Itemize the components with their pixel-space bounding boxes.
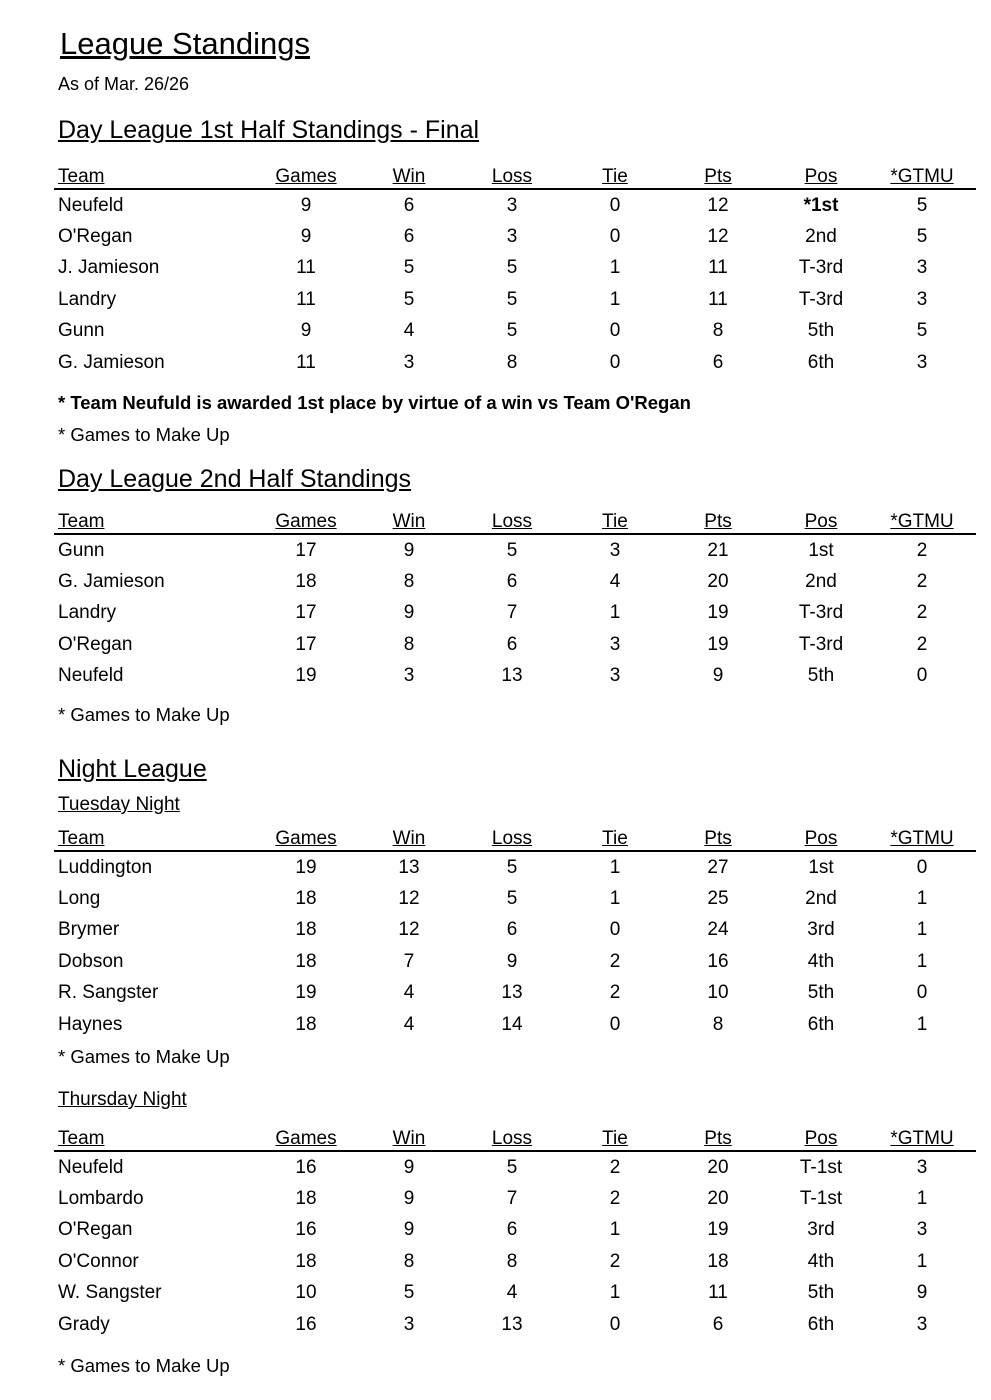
thursday-heading: Thursday Night [58,1089,187,1110]
cell-games: 9 [300,320,312,342]
cell-win: 7 [403,950,415,972]
cell-tie: 1 [609,1282,621,1304]
cell-team: Neufeld [58,194,124,216]
cell-gtmu: 1 [916,1188,928,1210]
cell-gtmu: 2 [916,633,928,655]
cell-team: Neufeld [58,665,124,687]
cell-gtmu: 3 [916,1156,928,1178]
column-header-pos: Pos [774,507,868,534]
column-header-pos: Pos [774,824,868,851]
cell-games: 18 [295,1013,317,1035]
table-row [54,253,976,284]
day1-standings-table [54,162,976,378]
cell-tie: 0 [609,194,621,216]
column-header-win: Win [362,1124,456,1151]
cell-tie: 0 [609,226,621,248]
cell-team: O'Regan [58,226,133,248]
column-header-games: Games [250,824,362,851]
cell-loss: 6 [506,571,518,593]
cell-win: 8 [403,1250,415,1272]
cell-team: Brymer [58,919,120,941]
cell-pos: T-1st [799,1156,843,1178]
column-header-win: Win [362,162,456,189]
column-header-gtmu: *GTMU [868,1124,976,1151]
cell-win: 8 [403,633,415,655]
cell-pos: T-3rd [798,257,844,279]
thursday-gtmu-note: * Games to Make Up [58,1355,230,1376]
table-row [54,851,976,883]
cell-pts: 11 [708,257,728,279]
thursday-standings-table [54,1124,976,1340]
table-row [54,284,976,315]
cell-tie: 3 [609,665,621,687]
cell-tie: 0 [609,1013,621,1035]
cell-loss: 7 [506,1188,518,1210]
cell-gtmu: 0 [916,856,928,878]
cell-pts: 20 [707,1156,729,1178]
cell-tie: 2 [609,1250,621,1272]
cell-tie: 2 [609,950,621,972]
column-header-pts: Pts [662,507,774,534]
cell-team: Neufeld [58,1156,124,1178]
cell-gtmu: 3 [916,1219,928,1241]
cell-pts: 8 [712,1013,724,1035]
cell-pos: 5th [807,982,835,1004]
cell-win: 4 [403,1013,415,1035]
column-header-games: Games [250,507,362,534]
column-header-tie: Tie [568,824,662,851]
cell-pos: 2nd [805,226,837,248]
cell-loss: 6 [506,1219,518,1241]
cell-games: 16 [295,1313,317,1335]
cell-loss: 5 [506,888,518,910]
cell-pts: 19 [707,602,729,624]
cell-tie: 4 [609,571,621,593]
day2-standings-table [54,507,976,692]
cell-pos: 2nd [805,571,837,593]
cell-games: 18 [295,888,317,910]
cell-win: 4 [403,320,415,342]
cell-pos: 6th [807,351,835,373]
cell-gtmu: 3 [916,1313,928,1335]
cell-gtmu: 1 [916,950,928,972]
cell-loss: 5 [506,539,518,561]
column-header-team: Team [54,1124,250,1151]
cell-tie: 0 [609,351,621,373]
cell-loss: 9 [506,950,518,972]
tuesday-gtmu-note: * Games to Make Up [58,1046,230,1067]
cell-tie: 2 [609,1188,621,1210]
cell-pts: 16 [707,950,729,972]
cell-team: Long [58,888,101,910]
cell-tie: 2 [609,1156,621,1178]
cell-win: 5 [403,1282,415,1304]
cell-pts: 8 [712,320,724,342]
column-header-win: Win [362,824,456,851]
column-header-pos: Pos [774,162,868,189]
column-header-gtmu: *GTMU [868,162,976,189]
cell-gtmu: 2 [916,539,928,561]
cell-tie: 1 [609,602,621,624]
table-row [54,883,976,914]
cell-pos: 1st [808,856,834,878]
column-header-games: Games [250,162,362,189]
cell-games: 19 [295,982,317,1004]
cell-pos: 2nd [805,888,837,910]
cell-win: 5 [403,257,415,279]
cell-team: Luddington [58,856,153,878]
cell-win: 3 [403,351,415,373]
cell-win: 3 [403,665,415,687]
cell-pos: 6th [807,1313,835,1335]
cell-win: 6 [403,194,415,216]
cell-tie: 2 [609,982,621,1004]
cell-win: 9 [403,1188,415,1210]
cell-pts: 6 [712,1313,724,1335]
cell-tie: 1 [609,888,621,910]
table-row [54,347,976,378]
day2-heading: Day League 2nd Half Standings [58,465,412,493]
table-row [54,1151,976,1183]
column-header-tie: Tie [568,1124,662,1151]
cell-win: 6 [403,226,415,248]
table-row [54,1009,976,1040]
table-row [54,316,976,347]
cell-win: 9 [403,1156,415,1178]
cell-pos: 4th [807,950,835,972]
column-header-pos: Pos [774,1124,868,1151]
cell-games: 9 [300,194,312,216]
table-row [54,978,976,1009]
day2-gtmu-note: * Games to Make Up [58,704,230,725]
cell-team: J. Jamieson [58,257,160,279]
cell-loss: 6 [506,919,518,941]
cell-win: 5 [403,288,415,310]
page-title: League Standings [60,26,310,61]
cell-tie: 3 [609,633,621,655]
column-header-tie: Tie [568,507,662,534]
cell-team: Gunn [58,539,105,561]
cell-games: 18 [295,1250,317,1272]
column-header-loss: Loss [456,824,568,851]
cell-win: 9 [403,602,415,624]
cell-pos: *1st [803,194,839,216]
cell-games: 18 [295,1188,317,1210]
cell-win: 9 [403,539,415,561]
cell-gtmu: 3 [916,351,928,373]
table-row [54,189,976,221]
cell-gtmu: 1 [916,888,928,910]
cell-gtmu: 2 [916,571,928,593]
table-row [54,915,976,946]
cell-pts: 21 [707,539,729,561]
cell-tie: 3 [609,539,621,561]
cell-gtmu: 5 [916,320,928,342]
cell-loss: 8 [506,1250,518,1272]
cell-pts: 24 [707,919,729,941]
cell-loss: 5 [506,288,518,310]
table-header-row [54,1124,976,1151]
table-row [54,1309,976,1340]
column-header-gtmu: *GTMU [868,824,976,851]
day1-heading: Day League 1st Half Standings - Final [58,116,480,144]
cell-pos: T-3rd [798,288,844,310]
column-header-gtmu: *GTMU [868,507,976,534]
cell-team: G. Jamieson [58,571,165,593]
cell-team: G. Jamieson [58,351,165,373]
cell-pos: T-1st [799,1188,843,1210]
cell-pts: 11 [708,1282,728,1304]
cell-loss: 13 [501,1313,523,1335]
cell-pts: 18 [707,1250,729,1272]
cell-gtmu: 1 [916,1013,928,1035]
cell-loss: 5 [506,257,518,279]
day1-gtmu-note: * Games to Make Up [58,424,230,445]
cell-tie: 0 [609,919,621,941]
cell-games: 11 [296,351,316,373]
cell-loss: 5 [506,1156,518,1178]
cell-team: W. Sangster [58,1282,162,1304]
cell-pos: 5th [807,320,835,342]
table-row [54,1246,976,1277]
cell-games: 11 [296,288,316,310]
cell-games: 17 [295,539,317,561]
day1-tiebreak-note: * Team Neufuld is awarded 1st place by virtue of a win vs Team O'Regan [58,392,691,413]
cell-loss: 4 [506,1282,518,1304]
table-row [54,221,976,252]
cell-pts: 11 [708,288,728,310]
cell-games: 18 [295,950,317,972]
cell-pts: 19 [707,1219,729,1241]
night-heading: Night League [58,755,207,783]
table-row [54,1215,976,1246]
cell-pos: 4th [807,1250,835,1272]
cell-team: Landry [58,602,117,624]
cell-games: 11 [296,257,316,279]
cell-pts: 12 [707,226,729,248]
cell-tie: 1 [609,257,621,279]
cell-tie: 1 [609,288,621,310]
table-header-row [54,824,976,851]
cell-pos: 5th [807,665,835,687]
table-row [54,598,976,629]
table-row [54,1183,976,1214]
tuesday-standings-table [54,824,976,1040]
cell-loss: 7 [506,602,518,624]
cell-pts: 10 [707,982,729,1004]
cell-loss: 13 [501,665,523,687]
cell-team: Haynes [58,1013,123,1035]
cell-tie: 0 [609,320,621,342]
cell-pos: 3rd [807,1219,835,1241]
cell-games: 18 [295,571,317,593]
cell-team: Gunn [58,320,105,342]
column-header-pts: Pts [662,162,774,189]
cell-team: Dobson [58,950,124,972]
cell-games: 9 [300,226,312,248]
cell-games: 18 [295,919,317,941]
table-row [54,534,976,566]
cell-pos: 5th [807,1282,835,1304]
column-header-win: Win [362,507,456,534]
column-header-loss: Loss [456,162,568,189]
tuesday-heading: Tuesday Night [58,794,180,815]
cell-loss: 3 [506,226,518,248]
cell-pts: 6 [712,351,724,373]
column-header-team: Team [54,162,250,189]
column-header-loss: Loss [456,1124,568,1151]
cell-pts: 9 [712,665,724,687]
cell-games: 16 [295,1156,317,1178]
table-row [54,566,976,597]
cell-team: Lombardo [58,1188,144,1210]
cell-team: Landry [58,288,117,310]
cell-tie: 0 [609,1313,621,1335]
cell-team: O'Regan [58,1219,133,1241]
cell-pts: 27 [707,856,729,878]
cell-loss: 14 [501,1013,523,1035]
table-header-row [54,162,976,189]
cell-gtmu: 1 [916,1250,928,1272]
cell-gtmu: 1 [916,919,928,941]
cell-loss: 6 [506,633,518,655]
as-of-date: As of Mar. 26/26 [58,74,190,94]
column-header-loss: Loss [456,507,568,534]
cell-team: R. Sangster [58,982,159,1004]
cell-gtmu: 2 [916,602,928,624]
cell-loss: 8 [506,351,518,373]
table-row [54,946,976,977]
cell-pos: 3rd [807,919,835,941]
cell-gtmu: 0 [916,665,928,687]
cell-tie: 1 [609,856,621,878]
cell-win: 9 [403,1219,415,1241]
cell-games: 17 [295,602,317,624]
cell-pts: 19 [707,633,729,655]
cell-win: 12 [398,919,420,941]
cell-pts: 12 [707,194,729,216]
cell-tie: 1 [609,1219,621,1241]
cell-loss: 5 [506,856,518,878]
cell-games: 17 [295,633,317,655]
column-header-pts: Pts [662,1124,774,1151]
cell-team: O'Regan [58,633,133,655]
column-header-pts: Pts [662,824,774,851]
table-row [54,629,976,660]
table-row [54,661,976,692]
column-header-games: Games [250,1124,362,1151]
cell-win: 13 [398,856,420,878]
table-header-row [54,507,976,534]
cell-gtmu: 3 [916,257,928,279]
cell-games: 16 [295,1219,317,1241]
column-header-team: Team [54,507,250,534]
cell-games: 19 [295,665,317,687]
cell-team: O'Connor [58,1250,139,1272]
cell-loss: 5 [506,320,518,342]
cell-pts: 25 [707,888,729,910]
cell-pos: T-3rd [798,602,844,624]
cell-gtmu: 5 [916,194,928,216]
cell-gtmu: 3 [916,288,928,310]
cell-gtmu: 5 [916,226,928,248]
cell-gtmu: 0 [916,982,928,1004]
cell-win: 8 [403,571,415,593]
cell-games: 10 [295,1282,317,1304]
cell-pos: 6th [807,1013,835,1035]
column-header-team: Team [54,824,250,851]
cell-win: 3 [403,1313,415,1335]
cell-pos: 1st [808,539,834,561]
column-header-tie: Tie [568,162,662,189]
cell-games: 19 [295,856,317,878]
cell-win: 12 [398,888,420,910]
cell-loss: 3 [506,194,518,216]
cell-win: 4 [403,982,415,1004]
cell-team: Grady [58,1313,110,1335]
cell-pos: T-3rd [798,633,844,655]
cell-pts: 20 [707,1188,729,1210]
cell-gtmu: 9 [916,1282,928,1304]
cell-pts: 20 [707,571,729,593]
cell-loss: 13 [501,982,523,1004]
table-row [54,1278,976,1309]
